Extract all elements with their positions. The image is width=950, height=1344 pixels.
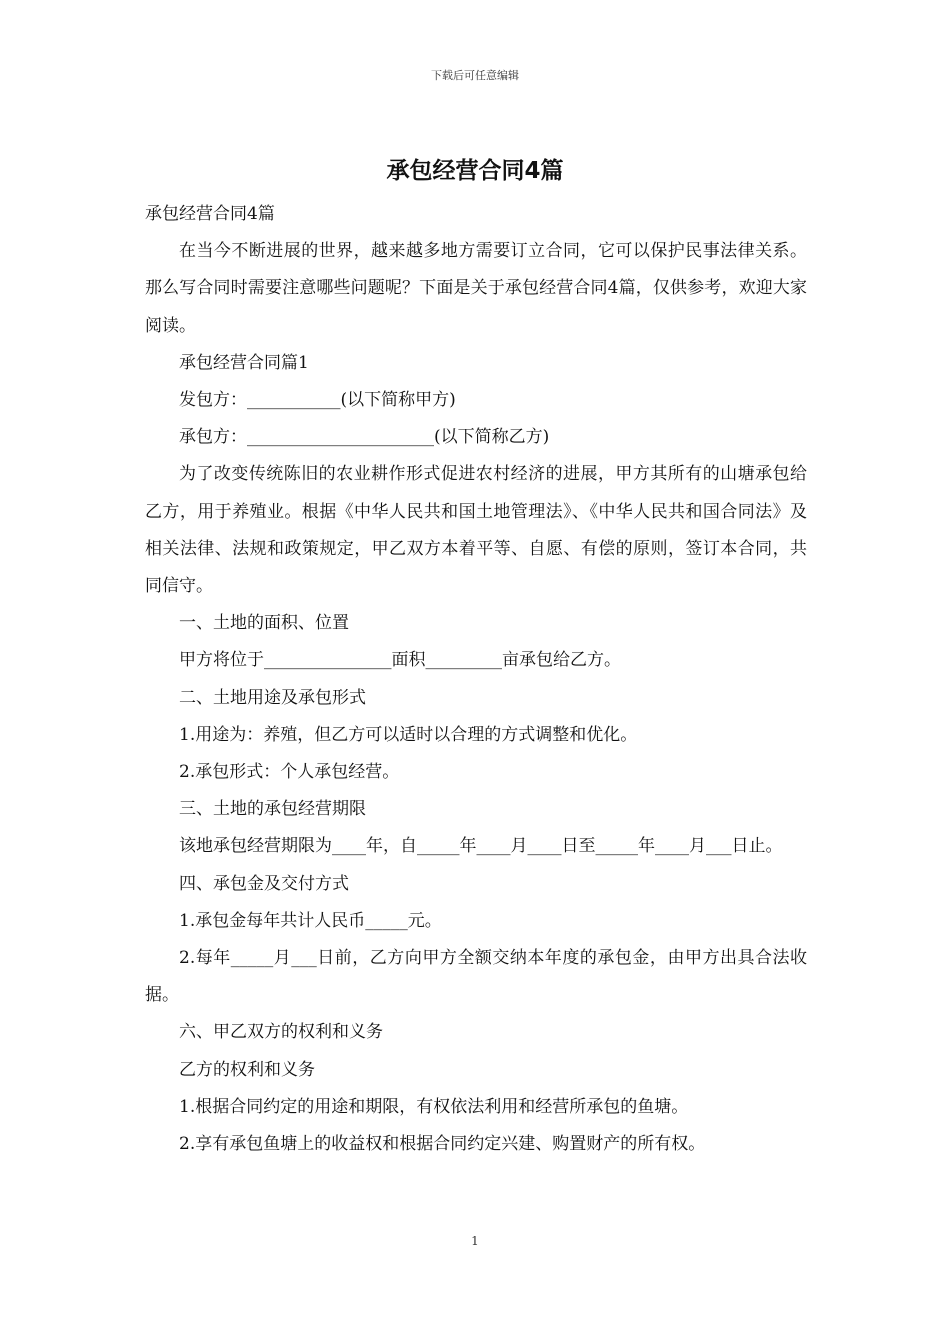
clause-heading: 六、甲乙双方的权利和义务	[179, 1022, 383, 1043]
clause-heading: 四、承包金及交付方式	[179, 873, 349, 894]
clause-subheading: 乙方的权利和义务	[179, 1059, 315, 1080]
page-number: 1	[471, 1234, 479, 1248]
clause-paragraph: 2.每年_____月___日前，乙方向甲方全额交纳本年度的承包金，由甲方出具合法收据。	[145, 948, 807, 1006]
clause-paragraph: 1.承包金每年共计人民币_____元。	[179, 910, 442, 931]
page-header: 下载后可任意编辑	[431, 69, 519, 82]
intro-paragraph: 在当今不断进展的世界，越来越多地方需要订立合同，它可以保护民事法律关系。那么写合同时需要注意哪些问题呢？下面是关于承包经营合同4篇，仅供参考，欢迎大家阅读。	[145, 241, 807, 336]
clause-paragraph: 甲方将位于_______________面积_________亩承包给乙方。	[179, 650, 621, 671]
document-body	[145, 196, 807, 1163]
clause-heading: 二、土地用途及承包形式	[179, 687, 366, 708]
clause-paragraph: 2.享有承包鱼塘上的收益权和根据合同约定兴建、购置财产的所有权。	[179, 1134, 706, 1155]
subtitle-paragraph: 承包经营合同4篇	[145, 204, 275, 224]
party-a-line: 发包方：___________(以下简称甲方)	[179, 390, 456, 411]
clause-paragraph: 2.承包形式：个人承包经营。	[179, 762, 400, 783]
preamble-paragraph: 为了改变传统陈旧的农业耕作形式促进农村经济的进展，甲方其所有的山塘承包给乙方，用于养殖业。根据《中华人民共和国土地管理法》、《中华人民共和国合同法》及相关法律、法规和政策规定，甲乙双方本着平等、自愿、有偿的原则，签订本合同，共同信守。	[145, 464, 807, 597]
section-heading: 承包经营合同篇1	[179, 352, 309, 373]
clause-heading: 三、土地的承包经营期限	[179, 799, 366, 820]
document-title: 承包经营合同4篇	[386, 158, 564, 184]
clause-heading: 一、土地的面积、位置	[179, 613, 349, 634]
clause-paragraph: 1.用途为：养殖，但乙方可以适时以合理的方式调整和优化。	[179, 724, 638, 745]
clause-paragraph: 1.根据合同约定的用途和期限，有权依法利用和经营所承包的鱼塘。	[179, 1096, 689, 1117]
clause-paragraph: 该地承包经营期限为____年，自_____年____月____日至_____年____月___日止。	[179, 836, 783, 857]
party-b-line: 承包方：______________________(以下简称乙方)	[179, 427, 550, 448]
